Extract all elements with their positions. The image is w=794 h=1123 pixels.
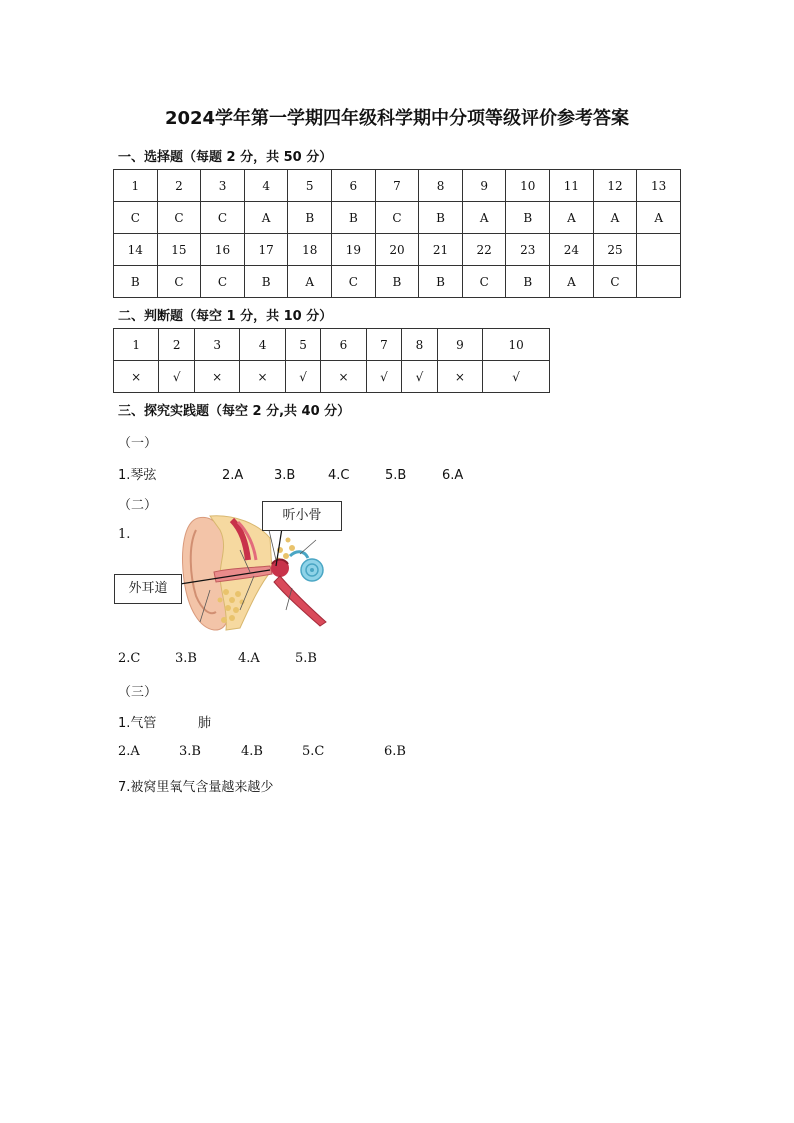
answer-item: 6.B	[384, 744, 406, 759]
table-cell: B	[375, 266, 419, 298]
table-cell: A	[462, 202, 506, 234]
table-cell: B	[332, 202, 376, 234]
part1-answers	[118, 464, 463, 483]
table-cell: B	[506, 266, 550, 298]
table-cell: B	[288, 202, 332, 234]
table-cell: 25	[593, 234, 637, 266]
table-row	[114, 170, 681, 202]
table-cell: ×	[321, 361, 366, 393]
table-cell: 1	[114, 329, 159, 361]
table-cell: 5	[285, 329, 321, 361]
table-cell: ×	[194, 361, 239, 393]
table-cell: 5	[288, 170, 332, 202]
table-cell: ×	[437, 361, 482, 393]
section1-heading: 一、选择题（每题 2 分，共 50 分）	[118, 150, 333, 165]
table-cell: 18	[288, 234, 332, 266]
answer-item: 肺	[198, 716, 212, 731]
table-cell: A	[550, 266, 594, 298]
table-cell: 22	[462, 234, 506, 266]
callout-ossicles: 听小骨	[262, 501, 342, 531]
table-cell: 3	[201, 170, 245, 202]
answer-item: 4.C	[328, 468, 350, 483]
table-cell: A	[593, 202, 637, 234]
table-row	[114, 266, 681, 298]
table-cell: 6	[332, 170, 376, 202]
table-cell: 10	[506, 170, 550, 202]
table-row	[114, 202, 681, 234]
table-cell: 1	[114, 170, 158, 202]
table-row	[114, 329, 550, 361]
part3-line7: 7.被窝里氧气含量越来越少	[118, 780, 274, 795]
table-cell: 16	[201, 234, 245, 266]
table-cell: ×	[114, 361, 159, 393]
answer-item: 5.C	[302, 744, 325, 759]
answer-item: 3.B	[179, 744, 201, 759]
answer-item: 5.B	[385, 468, 407, 483]
answer-item: 2.A	[118, 744, 140, 759]
section2-heading: 二、判断题（每空 1 分，共 10 分）	[118, 309, 333, 324]
table-cell: C	[375, 202, 419, 234]
table-cell: 21	[419, 234, 463, 266]
eustachian-tube-shape	[274, 576, 326, 626]
table-cell: B	[114, 266, 158, 298]
table-cell: A	[550, 202, 594, 234]
table-cell: √	[285, 361, 321, 393]
answer-item: 3.B	[274, 468, 296, 483]
answer-item: 6.A	[442, 468, 464, 483]
table-cell: √	[483, 361, 550, 393]
part2-label: （二）	[118, 498, 158, 513]
table-cell: 2	[157, 170, 201, 202]
part3-line1	[118, 712, 211, 731]
page-title: 2024学年第一学期四年级科学期中分项等级评价参考答案	[164, 108, 630, 129]
table-cell: 2	[159, 329, 195, 361]
table-cell: 10	[483, 329, 550, 361]
table-cell: 15	[157, 234, 201, 266]
answer-item: 5.B	[295, 651, 317, 666]
table-cell: C	[201, 266, 245, 298]
table-cell: C	[157, 266, 201, 298]
choice-answer-table	[113, 169, 681, 298]
answer-item: 4.A	[238, 651, 260, 666]
table-cell: 24	[550, 234, 594, 266]
table-cell: 11	[550, 170, 594, 202]
part2-q1-number: 1.	[118, 527, 131, 542]
judge-answer-table	[113, 328, 550, 393]
table-cell: 20	[375, 234, 419, 266]
table-cell	[637, 266, 681, 298]
table-cell: 9	[437, 329, 482, 361]
answer-item: 4.B	[241, 744, 263, 759]
callout-ear-canal: 外耳道	[114, 574, 182, 604]
table-cell: 7	[375, 170, 419, 202]
answer-item: 1.气管	[118, 716, 157, 731]
table-cell: C	[201, 202, 245, 234]
part1-label: （一）	[118, 436, 158, 451]
table-cell: B	[419, 202, 463, 234]
table-row	[114, 361, 550, 393]
part2-answers	[118, 651, 317, 666]
table-cell: √	[159, 361, 195, 393]
table-cell: C	[157, 202, 201, 234]
answer-item: 1.琴弦	[118, 468, 157, 483]
table-cell: √	[366, 361, 402, 393]
section3-heading: 三、探究实践题（每空 2 分,共 40 分）	[118, 404, 351, 419]
table-cell: 4	[240, 329, 285, 361]
table-cell: A	[244, 202, 288, 234]
table-cell: 9	[462, 170, 506, 202]
table-cell: 7	[366, 329, 402, 361]
table-cell: 8	[419, 170, 463, 202]
table-cell: 14	[114, 234, 158, 266]
table-cell: 3	[194, 329, 239, 361]
part3-label: （三）	[118, 685, 158, 700]
table-cell: C	[593, 266, 637, 298]
table-cell: B	[419, 266, 463, 298]
table-cell: B	[244, 266, 288, 298]
table-cell: 19	[332, 234, 376, 266]
table-cell: 12	[593, 170, 637, 202]
table-cell: 13	[637, 170, 681, 202]
answer-item: 2.A	[222, 468, 244, 483]
answer-item: 2.C	[118, 651, 141, 666]
table-cell: 4	[244, 170, 288, 202]
table-cell	[637, 234, 681, 266]
table-cell: 8	[402, 329, 438, 361]
answer-item: 3.B	[175, 651, 197, 666]
table-cell: C	[462, 266, 506, 298]
table-cell: √	[402, 361, 438, 393]
part3-answers	[118, 744, 406, 759]
table-cell: 17	[244, 234, 288, 266]
table-cell: ×	[240, 361, 285, 393]
table-cell: C	[332, 266, 376, 298]
table-cell: B	[506, 202, 550, 234]
table-cell: A	[288, 266, 332, 298]
table-row	[114, 234, 681, 266]
table-cell: C	[114, 202, 158, 234]
table-cell: A	[637, 202, 681, 234]
table-cell: 23	[506, 234, 550, 266]
table-cell: 6	[321, 329, 366, 361]
